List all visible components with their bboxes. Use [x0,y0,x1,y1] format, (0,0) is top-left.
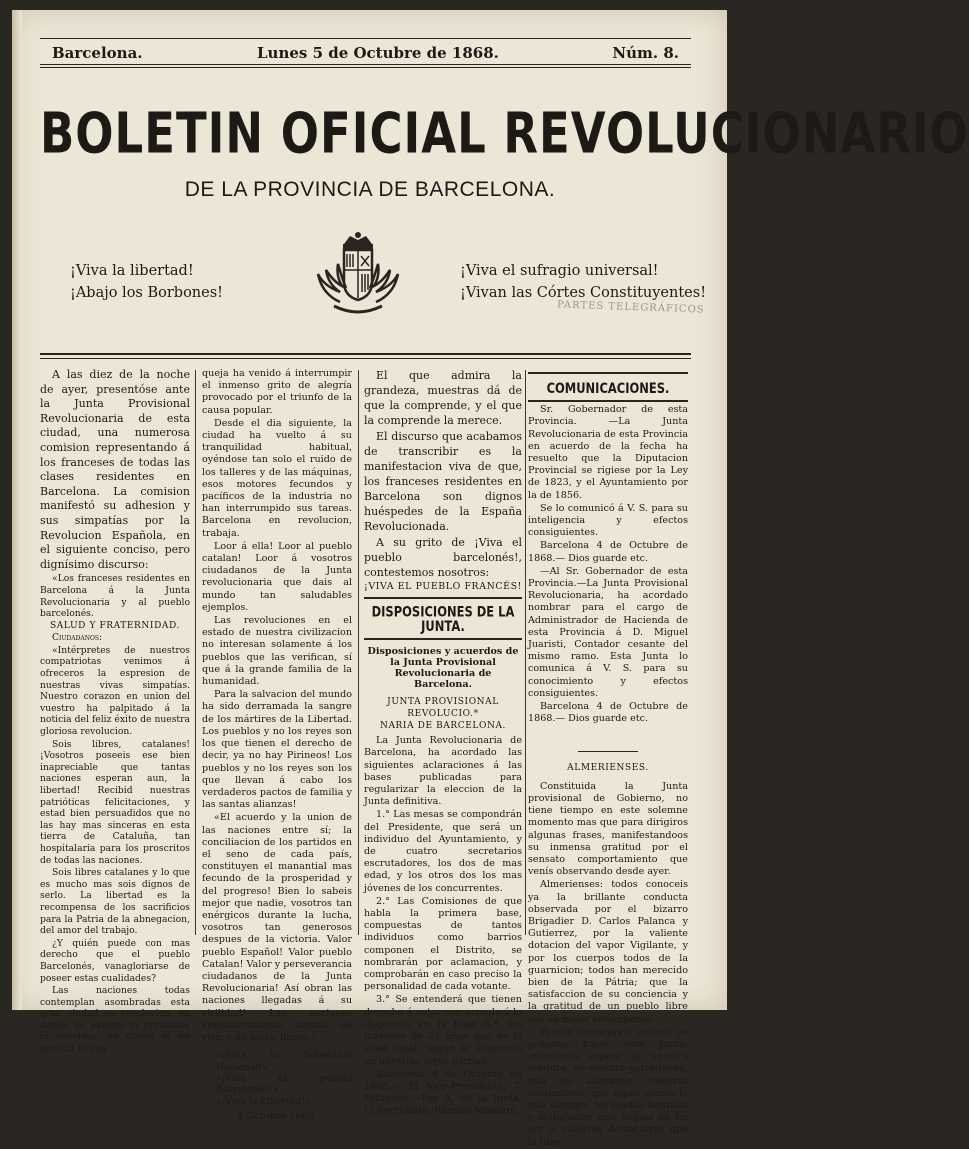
issue-number: Núm. 8. [612,44,679,62]
slogan-sufragio: ¡Viva el sufragio universal! [460,263,659,279]
page-binding [12,10,22,1010]
section-title-disposiciones: DISPOSICIONES DE LA JUNTA. [371,603,515,636]
column-1 [40,368,190,1055]
decree-paragraph: La Junta Revolucionaria de Barcelona, ha acordado las siguientes aclaraciones á las bases publicadas para regularizar la eleccion de la Junta definitiva. [364,735,522,808]
commentary-paragraph: A su grito de ¡Viva el pueblo barcelonés!, contestemos nosotros: [364,536,522,579]
speech-paragraph: Las naciones todas contemplan asombradas esta gran ciudad en revolucion, en donde no existen ni oprimidos ni vencidos, en donde ni un gemido ni una [40,985,190,1055]
viva-line: «¡Viva la Soberanía Nacional!» [216,1050,352,1073]
decree-paragraph: 3.° Se entenderá que tienen derecho á votar con arreglo á lo dispuesto en la base 6.ª, los mayores de 25 años que es la edad legal, segun lo dispuesto en nuestras leyes pátrias. [364,994,522,1067]
proclamation-paragraph: Pronto conocereis cuanto se propone hacer esta Junta: entretanto espera de vuestra cordura, de vuestro patriotismo, que no alterareis vuestras costumbres, que sigais siendo lo que siempre, un pueblo honrado y trabajador; que hagais en fin ver á vuestros detractores que la liber- [528,1026,688,1148]
communication-paragraph: Barcelona 4 de Octubre de 1868.— Dios guarde etc. [528,540,688,564]
slogan-libertad: ¡Viva la libertad! [70,263,194,279]
slogans-left [70,260,223,304]
section-rule [40,353,691,355]
communication-paragraph: Barcelona 4 de Octubre de 1868.— Dios guarde etc. [528,701,688,725]
masthead-rule-2 [40,67,691,68]
coat-of-arms-icon [310,230,406,322]
speech-paragraph: Loor á ella! Loor al pueblo catalan! Loor á vosotros ciudadanos de la Junta revolucionaria que dais al mundo tan saludables ejemplos. [202,540,352,613]
almerienses-heading: ALMERIENSES. [567,763,649,774]
commentary-paragraph: El que admira la grandeza, muestras dá de que la comprende, y el que la comprende la merece. [364,369,522,427]
speech-paragraph: Sois libres, catalanes! ¡Vosotros poseeis ese bien inapreciable que tantas naciones esperan aun, la libertad! Recibid nuestras patrióticas felicitaciones, y estad bien persuadidos que no las hay mas sinceras en esta tierra de Cataluña, tan hospitalaria para los proscritos de todas las naciones. [40,738,190,866]
short-rule [578,751,638,752]
speech-date: 4 Octubre 1868. [237,1111,317,1123]
junta-heading-2: NARIA DE BARCELONA. [379,721,507,732]
faded-stamp: PARTES TELEGRÁFICOS [556,299,705,316]
viva-line: «¡Viva el pueblo Barcelonés!» [216,1072,352,1096]
section-rule [528,400,688,402]
decree-paragraph: 1.° Las mesas se compondrán del Presidente, que será un individuo del Ayuntamiento, y de cuatro secretarios escrutadores, los dos de mas edad, y los otros dos los mas jóvenes de los concurrentes. [364,809,522,894]
section-rule-thin [40,358,691,359]
section-title-comunicaciones: COMUNICACIONES. [546,379,670,397]
slogans-right [460,260,706,304]
speech-paragraph: queja ha venido á interrumpir el inmenso grito de alegría provocado por el triunfo de la causa popular. [202,368,352,416]
column-divider [195,370,196,935]
commentary-paragraph: El discurso que acabamos de transcribir es la manifestacion viva de que, los franceses residentes en Barcelona son dignos huéspedes de la España Revolucionada. [364,430,522,533]
communication-paragraph: Se lo comunicó á V. S. para su inteligencia y efectos consiguientes. [528,502,688,539]
newspaper-subtitle: DE LA PROVINCIA DE BARCELONA. [184,178,556,201]
junta-heading: JUNTA PROVISIONAL REVOLUCIO.* [387,696,499,719]
decree-signature: Barcelona 4 de Octubre de 1868.— El Vice-Presidente, T. Fabregas.—Por A. de la Junta, El Secretario, Rómulo Mascaró. [364,1068,522,1117]
slogan-borbones: ¡Abajo los Borbones! [70,285,223,301]
proclamation-paragraph: Constituida la Junta provisional de Gobierno, no tiene tiempo en este solemne momento mas que para dirigiros algunas frases, manifestandoos su inmensa gratitud por el sensato comportamiento que venís observando desde ayer. [528,780,688,878]
section-rule [364,597,522,599]
viva-frances: ¡VIVA EL PUEBLO FRANCÉS! [364,581,522,592]
speech-paragraph: Las revoluciones en el estado de nuestra civilizacion no interesan solamente á los pueblos que las verifican, sí que á la grande familia de la humanidad. [202,615,352,688]
newspaper-title: BOLETIN OFICIAL REVOLUCIONARIO [40,100,969,167]
column-3 [364,368,522,1117]
masthead-date: Lunes 5 de Octubre de 1868. [257,44,499,62]
citizens-greeting: Ciudadanos: [52,632,103,644]
column-4 [528,368,688,1148]
salutation-heading: SALUD Y FRATERNIDAD. [50,620,180,631]
column-divider [525,370,526,935]
speech-paragraph: Desde el dia siguiente, la ciudad ha vuelto á su tranquilidad habitual, oyéndose tan solo el ruido de los talleres y de las máquinas, esos motores fecundos y pacíficos de la industria no han interrumpido sus tareas. Barcelona en revolucion, trabaja. [202,417,352,539]
masthead-rule [40,64,691,65]
speech-paragraph: Sois libres catalanes y lo que es mucho mas sois dignos de serlo. La libertad es la recompensa de los sacrificios para la Patria de la abnegacion, del amor del trabajo. [40,867,190,937]
communication-paragraph: —Al Sr. Gobernador de esta Provincia.—La Junta Provisional Revolucionaria, ha acordado nombrar para el cargo de Administrador de Hacienda de esta Provincia á D. Miguel Juaristi, Contador cesante del mismo ramo. Esta Junta lo comunica á V. S. para su conocimiento y efectos consiguientes. [528,565,688,699]
proclamation-paragraph: Almerienses: todos conoceis ya la brillante conducta observada por el bizarro Brigadier D. Carlos Palanca y Gutierrez, por la valiente dotacion del vapor Vigilante, y por los cuerpos todos de la guarnicion; todos han merecido bien de la Pátria; que la satisfaccion de su conciencia y la gratitud de un pueblo libre sea su mejor recompensa. [528,879,688,1025]
address-paragraph: «Los franceses residentes en Barcelona á la Junta Revolucionaria y al pueblo barcelonés. [40,573,190,620]
communication-paragraph: Sr. Gobernador de esta Provincia. —La Junta Revolucionaria de esta Provincia en acuerdo de la fecha ha resuelto que la Diputacion Provincial se rigiese por la Ley de 1823, y el Ayuntamiento por la de 1856. [528,404,688,501]
viva-line: «¡Viva la Libertad!» [216,1095,311,1107]
newspaper-page [12,10,969,1148]
top-rule [40,38,691,39]
masthead-row [52,44,679,66]
slogan-cortes: ¡Vivan las Córtes Constituyentes! [460,285,707,301]
section-rule [528,372,688,374]
vivas-list [216,1050,352,1107]
speech-paragraph: Para la salvacion del mundo ha sido derramada la sangre de los mártires de la Libertad. Los pueblos y no los reyes son los que tienen el derecho de decir, ya no hay Pirineos! Los pueblos y no los reyes son los que llevan á cabo los verdaderos pactos de familia y las santas alianzas! [202,689,352,811]
speech-paragraph: ¿Y quién puede con mas derecho que el pueblo Barcelonés, vanagloriarse de poseer estas cualidades? [40,937,190,984]
decree-paragraph: 2.° Las Comisiones de que habla la primera base, compuestas de tantos individuos como barrios componen el Distrito, se nombrarán por aclamacion, y comprobarán en caso preciso la personalidad de cada votante. [364,895,522,993]
disposiciones-subhead: Disposiciones y acuerdos de la Junta Provisional Revolucionaria de Barcelona. [367,645,519,690]
speech-paragraph: «El acuerdo y la union de las naciones entre sí; la conciliacion de los partidos en el seno de cada país, constituyen el manantial mas fecundo de la prosperidad y del progreso! Bien lo sabeis mejor que nadie, vosotros tan enérgicos durante la lucha, vosotros tan generosos despues de la victoria. Valor pueblo Español! Valor pueblo Catalan! Valor y perseverancia ciudadanos de la Junta Revolucionaria! Así obran las naciones llegadas á su virilidad! Las naciones verdaderamente dignas de vivir y de morir libres.» [202,812,352,1043]
intro-paragraph: A las diez de la noche de ayer, presentóse ante la Junta Provisional Revolucionaria de esta ciudad, una numerosa comision representando á los franceses de todas las clases residentes en Barcelona. La comision manifestó su adhesion y sus simpatías por la Revolucion Española, en el siguiente conciso, pero dignísimo discurso: [40,368,190,571]
column-2 [202,368,352,1123]
speech-paragraph: «Intérpretes de nuestros compatriotas venimos á ofreceros la espresion de nuestras vivas simpatías. Nuestro corazon en union del vuestro ha palpitado á la noticia del feliz éxito de nuestra gloriosa revolucion. [40,644,190,738]
column-divider [358,370,359,935]
end-rule [372,1124,514,1125]
section-rule [364,638,522,640]
masthead-city: Barcelona. [52,44,143,62]
